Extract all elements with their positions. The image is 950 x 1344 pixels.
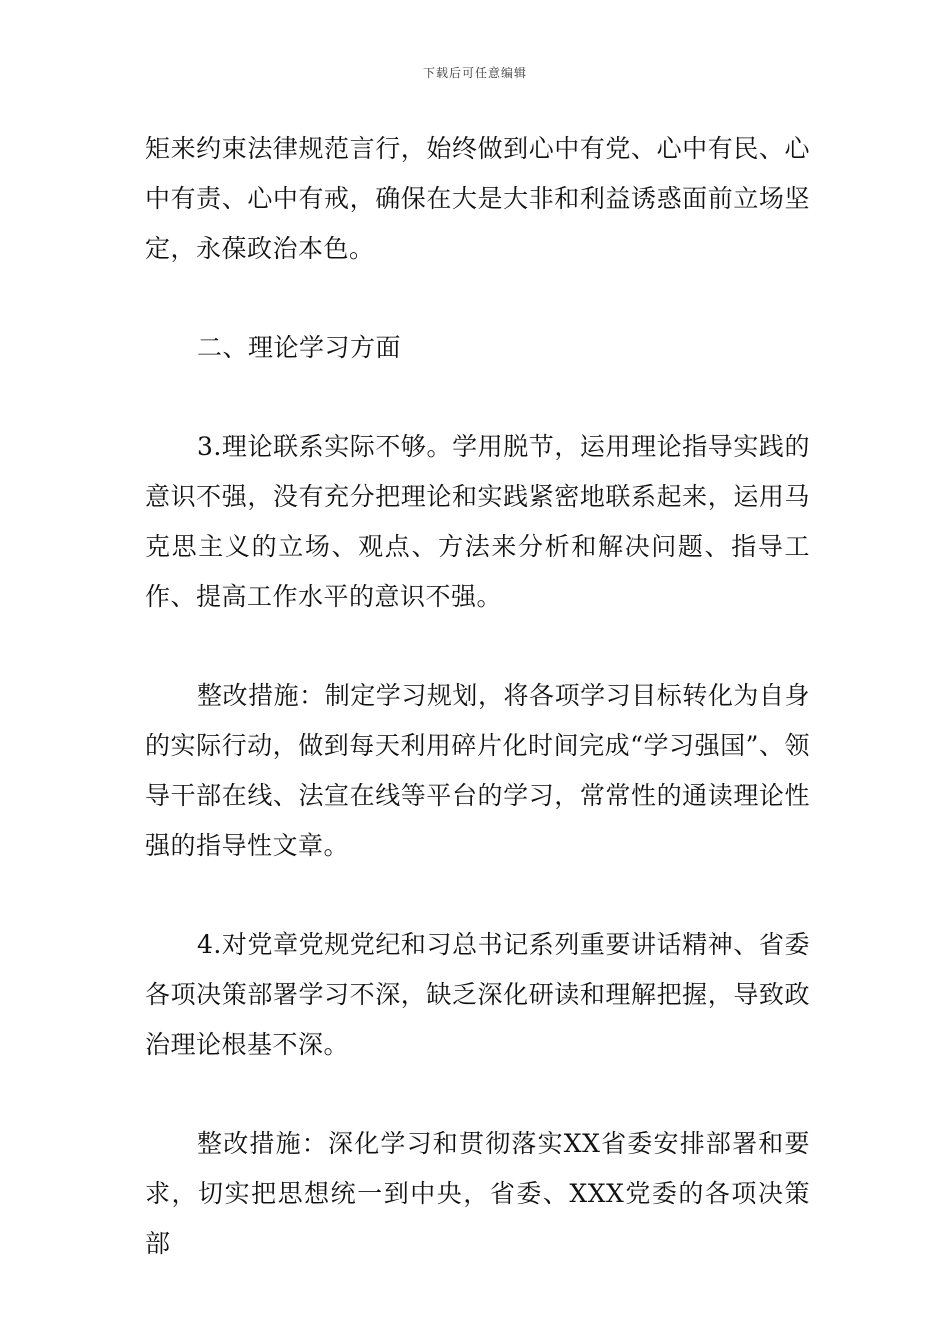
paragraph-gap xyxy=(145,1070,810,1119)
section-heading-theory-study: 二、理论学习方面 xyxy=(197,333,402,362)
paragraph-issue-4: 4.对党章党规党纪和习总书记系列重要讲话精神、省委各项决策部署学习不深，缺乏深化研读和理解把握，导致政治理论根基不深。 xyxy=(145,930,810,1059)
paragraph-rectification-4: 整改措施：深化学习和贯彻落实XX省委安排部署和要求，切实把思想统一到中央，省委、XXX党委的各项决策部 xyxy=(145,1129,810,1258)
paragraph-issue-3: 3.理论联系实际不够。学用脱节，运用理论指导实践的意识不强，没有充分把理论和实践紧密地联系起来，运用马克思主义的立场、观点、方法来分析和解决问题、指导工作、提高工作水平的意识不强。 xyxy=(145,432,810,611)
download-editable-note: 下载后可任意编辑 xyxy=(422,66,527,80)
paragraph-gap xyxy=(145,274,810,323)
paragraph-rectification-3: 整改措施：制定学习规划，将各项学习目标转化为自身的实际行动，做到每天利用碎片化时间完成“学习强国”、领导干部在线、法宣在线等平台的学习，常常性的通读理论性强的指导性文章。 xyxy=(145,681,810,860)
paragraph-political-continuation: 矩来约束法律规范言行，始终做到心中有党、心中有民、心中有责、心中有戒，确保在大是大非和利益诱惑面前立场坚定，永葆政治本色。 xyxy=(145,134,810,263)
paragraph-gap xyxy=(145,622,810,671)
document-body xyxy=(145,124,810,1269)
paragraph-gap xyxy=(145,373,810,422)
paragraph-gap xyxy=(145,871,810,920)
